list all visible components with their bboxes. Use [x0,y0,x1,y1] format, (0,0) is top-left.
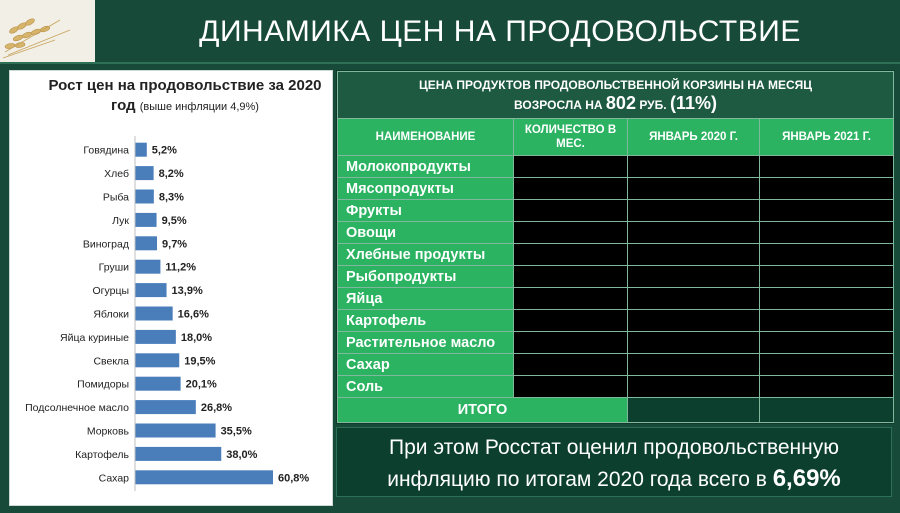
bar [135,166,154,180]
basket-row [338,156,894,178]
category-label: Свекла [93,355,129,368]
basket-heading-line2 [338,94,893,114]
bar [135,377,181,391]
note-line2-text: инфляцию по итогам 2020 года всего в [387,468,767,491]
category-label: Говядина [83,144,129,157]
basket-cell-jan-2020 [628,354,760,376]
bar [135,447,221,461]
value-label: 16,6% [177,308,209,321]
basket-cell-jan-2020 [628,376,760,398]
basket-row [338,244,894,266]
category-label: Лук [112,214,129,227]
basket-cell-quantity [514,178,628,200]
basket-cell-jan-2020 [628,310,760,332]
basket-row [338,222,894,244]
inflation-note [336,427,892,497]
value-label: 60,8% [278,472,310,485]
basket-row [338,200,894,222]
bar [135,307,173,321]
bar [135,283,167,297]
total-cell-jan-2020 [628,398,760,423]
basket-cell-jan-2021 [760,310,894,332]
basket-cell-jan-2021 [760,354,894,376]
note-line1: При этом Росстат оценил продовольственную [388,436,839,459]
total-label: ИТОГО [338,398,628,423]
basket-cell-jan-2021 [760,156,894,178]
category-label: Сахар [98,472,129,485]
basket-column-headers [338,119,894,156]
basket-row-name: Молокопродукты [338,156,514,178]
basket-cell-jan-2021 [760,222,894,244]
bar-chart [10,71,332,505]
basket-heading-unit: РУБ. [639,98,667,112]
value-label: 9,7% [162,238,188,251]
column-header-name: НАИМЕНОВАНИЕ [338,119,514,156]
basket-cell-quantity [514,354,628,376]
column-header-jan-2020: ЯНВАРЬ 2020 Г. [628,119,760,156]
basket-row-name: Рыбопродукты [338,266,514,288]
basket-cell-jan-2021 [760,200,894,222]
basket-row [338,266,894,288]
basket-cell-jan-2020 [628,200,760,222]
basket-row-name: Фрукты [338,200,514,222]
basket-cell-jan-2020 [628,244,760,266]
basket-row-name: Мясопродукты [338,178,514,200]
basket-cell-quantity [514,244,628,266]
note-inflation-value: 6,69% [772,465,841,492]
basket-cell-jan-2021 [760,178,894,200]
note-line2 [337,463,891,495]
basket-table [337,71,894,423]
basket-row-name: Картофель [338,310,514,332]
value-label: 8,3% [158,191,184,204]
basket-cell-quantity [514,288,628,310]
basket-cell-quantity [514,156,628,178]
basket-cell-jan-2020 [628,156,760,178]
value-label: 8,2% [158,168,184,181]
title-divider [0,62,900,64]
bar [135,400,196,414]
basket-row [338,310,894,332]
price-growth-chart-panel [9,70,333,506]
category-label: Груши [98,261,129,274]
basket-cell-quantity [514,200,628,222]
basket-row-name: Соль [338,376,514,398]
basket-row-name: Овощи [338,222,514,244]
column-header-jan-2021: ЯНВАРЬ 2021 Г. [760,119,894,156]
value-label: 26,8% [200,402,233,415]
column-header-quantity: КОЛИЧЕСТВО В МЕС. [514,119,628,156]
category-label: Подсолнечное масло [25,402,129,415]
basket-heading-amount: 802 [605,93,636,113]
wheat-logo [0,0,95,63]
value-label: 38,0% [226,448,258,461]
category-label: Рыба [102,191,129,204]
basket-cell-quantity [514,310,628,332]
value-label: 13,9% [171,285,203,298]
bar [135,330,176,344]
basket-row [338,288,894,310]
basket-row-name: Растительное масло [338,332,514,354]
value-label: 11,2% [165,261,197,274]
basket-heading-line1: ЦЕНА ПРОДУКТОВ ПРОДОВОЛЬСТВЕННОЙ КОРЗИНЫ НА МЕСЯЦ [419,78,813,92]
basket-cell-quantity [514,332,628,354]
value-label: 18,0% [180,331,213,344]
value-label: 19,5% [184,355,216,368]
bar [135,424,216,438]
category-label: Хлеб [104,168,129,181]
chart-subtitle: (выше инфляции 4,9%) [139,101,259,113]
bar [135,260,160,274]
basket-cell-jan-2021 [760,288,894,310]
basket-cell-jan-2020 [628,288,760,310]
category-label: Помидоры [77,378,129,391]
basket-cell-quantity [514,222,628,244]
chart-title-text: Рост цен на продовольствие за 2020 год [48,77,322,114]
basket-row-name: Сахар [338,354,514,376]
basket-cell-jan-2021 [760,332,894,354]
category-label: Яблоки [93,308,129,321]
value-label: 9,5% [161,214,187,227]
basket-cell-quantity [514,376,628,398]
category-label: Яйца куриные [60,331,129,344]
basket-heading-pre: ВОЗРОСЛА НА [514,98,603,112]
basket-row [338,376,894,398]
value-label: 20,1% [185,378,217,391]
basket-table-panel [336,70,894,424]
bar [135,190,154,204]
basket-cell-jan-2020 [628,332,760,354]
basket-heading [338,72,894,119]
basket-cell-jan-2021 [760,266,894,288]
bar [135,353,179,367]
basket-row [338,332,894,354]
bar [135,213,157,227]
basket-cell-quantity [514,266,628,288]
category-label: Огурцы [92,285,129,298]
value-label: 35,5% [220,425,252,438]
category-label: Картофель [75,448,129,461]
bar [135,236,157,250]
basket-total-row [338,398,894,423]
basket-row [338,354,894,376]
category-label: Виноград [82,238,129,251]
basket-cell-jan-2020 [628,222,760,244]
total-cell-jan-2021 [760,398,894,423]
basket-cell-jan-2020 [628,266,760,288]
bar [135,143,147,157]
value-label: 5,2% [151,144,177,157]
basket-heading-pct: (11%) [669,93,717,113]
page-title: ДИНАМИКА ЦЕН НА ПРОДОВОЛЬСТВИЕ [199,15,801,48]
basket-row [338,178,894,200]
basket-cell-jan-2020 [628,178,760,200]
basket-row-name: Яйца [338,288,514,310]
category-label: Морковь [86,425,129,438]
basket-cell-jan-2021 [760,244,894,266]
bar [135,470,273,484]
basket-row-name: Хлебные продукты [338,244,514,266]
basket-cell-jan-2021 [760,376,894,398]
